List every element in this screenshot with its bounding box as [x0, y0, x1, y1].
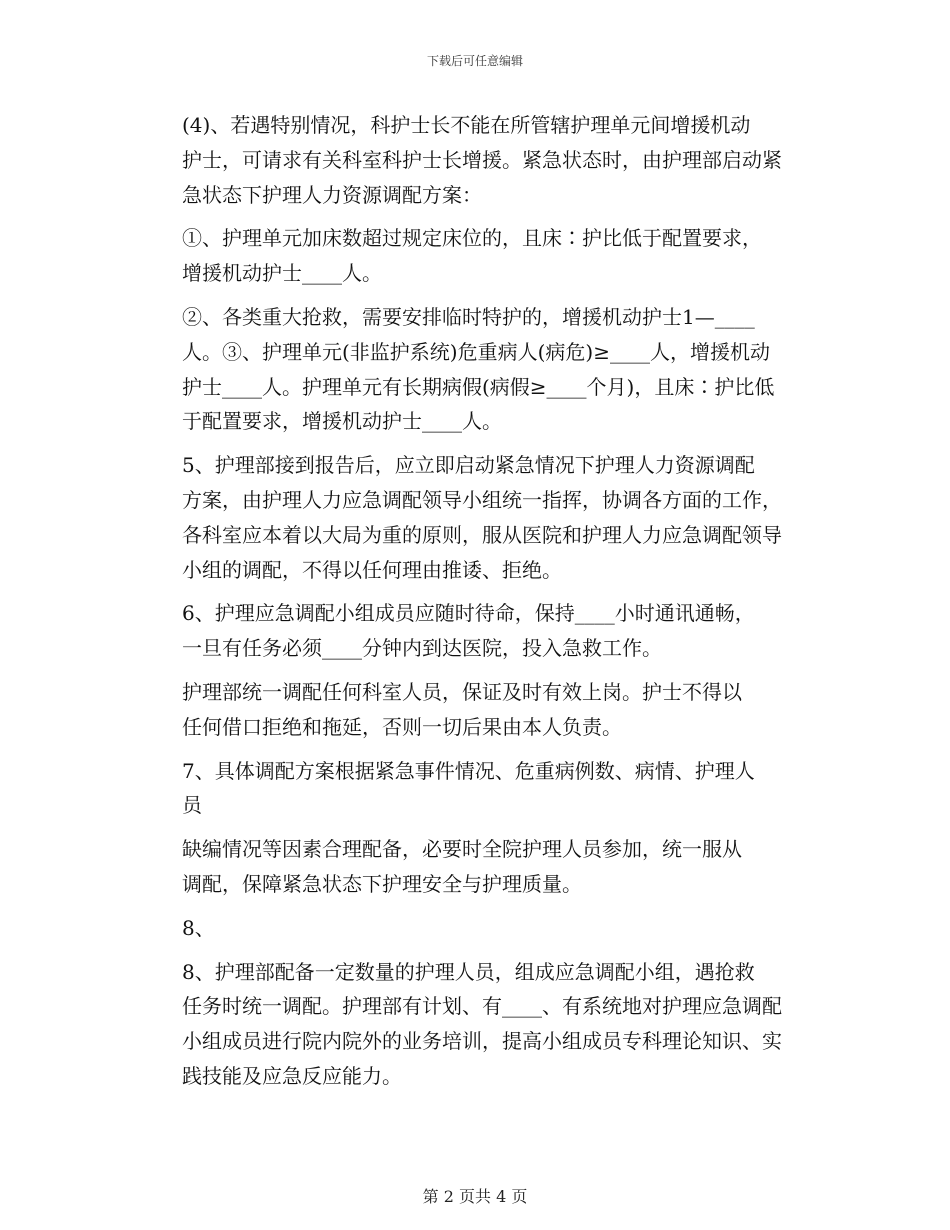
page-footer: 第 2 页共 4 页 [422, 1187, 528, 1206]
text-line: 护士____人。护理单元有长期病假(病假≥____个月)，且床∶护比低 [182, 374, 775, 399]
text-line: ①、护理单元加床数超过规定床位的，且床∶护比低于配置要求， [182, 226, 762, 251]
text-line: 人。③、护理单元(非监护系统)危重病人(病危)≥____人，增援机动 [182, 339, 770, 364]
text-line: 任何借口拒绝和拖延，否则一切后果由本人负责。 [182, 714, 622, 739]
paragraph-6-continued [142, 675, 812, 745]
text-line: 小组的调配，不得以任何理由推诿、拒绝。 [182, 557, 562, 582]
text-line: 6、护理应急调配小组成员应随时待命，保持____小时通讯通畅， [182, 601, 755, 626]
paragraph-7-continued [142, 832, 812, 902]
text-line: 护理部统一调配任何科室人员，保证及时有效上岗。护士不得以 [182, 679, 742, 704]
text-line: 8、护理部配备一定数量的护理人员，组成应急调配小组，遇抢救 [182, 959, 755, 984]
text-line: 护士，可请求有关科室科护士长增援。紧急状态时，由护理部启动紧 [182, 147, 782, 172]
paragraph-5 [142, 448, 812, 587]
text-line: 任务时统一调配。护理部有计划、有____、有系统地对护理应急调配 [182, 994, 782, 1019]
paragraph-4 [142, 108, 812, 212]
paragraph-8 [142, 955, 812, 1094]
text-line: 增援机动护士____人。 [182, 261, 382, 286]
text-line: 一旦有任务必须____分钟内到达医院，投入急救工作。 [182, 636, 662, 661]
paragraph-circle-2 [142, 300, 812, 439]
text-line: 小组成员进行院内院外的业务培训，提高小组成员专科理论知识、实 [182, 1029, 782, 1054]
text-line: 8、 [182, 915, 215, 940]
text-line: 各科室应本着以大局为重的原则，服从医院和护理人力应急调配领导 [182, 522, 782, 547]
paragraph-6 [142, 596, 812, 666]
text-line: 急状态下护理人力资源调配方案： [182, 182, 482, 207]
text-line: 7、具体调配方案根据紧急事件情况、危重病例数、病情、护理人 [182, 758, 755, 783]
text-line: 缺编情况等因素合理配备，必要时全院护理人员参加，统一服从 [182, 837, 742, 862]
text-line: 方案，由护理人力应急调配领导小组统一指挥，协调各方面的工作， [182, 487, 782, 512]
text-line: 于配置要求，增援机动护士____人。 [182, 409, 502, 434]
text-line: 5、护理部接到报告后，应立即启动紧急情况下护理人力资源调配 [182, 453, 755, 478]
paragraph-8-heading [142, 911, 812, 946]
paragraph-7 [142, 754, 812, 824]
text-line: 践技能及应急反应能力。 [182, 1063, 402, 1088]
document-body [142, 108, 812, 1103]
paragraph-circle-1 [142, 221, 812, 291]
text-line: 调配，保障紧急状态下护理安全与护理质量。 [182, 871, 582, 896]
text-line: ②、各类重大抢救，需要安排临时特护的，增援机动护士1—____ [182, 304, 755, 329]
text-line: 员 [182, 793, 202, 818]
page-header: 下载后可任意编辑 [426, 54, 523, 68]
text-line: (4)、若遇特别情况，科护士长不能在所管辖护理单元间增援机动 [182, 113, 751, 137]
